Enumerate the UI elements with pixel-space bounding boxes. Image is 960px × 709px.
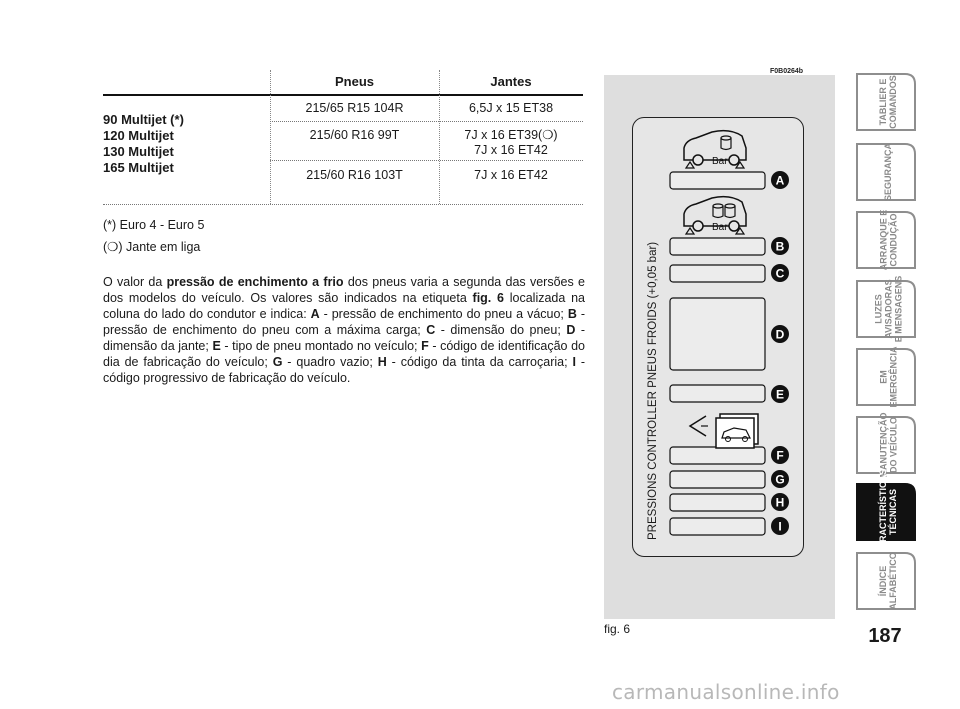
tab-label: MANUTENÇÃO DO VEÍCULO bbox=[878, 412, 898, 478]
vertical-label-text: PRESSIONS CONTROLLER PNEUS FROIDS (+0,05 bar) bbox=[647, 241, 659, 540]
model-name: 130 Multijet bbox=[103, 144, 174, 159]
marker-label: F bbox=[776, 448, 784, 463]
tab-luzes-avisadoras[interactable] bbox=[855, 275, 917, 343]
figure-code: F0B0264b bbox=[770, 68, 804, 75]
tyre-size-cell: 215/60 R16 99T bbox=[309, 128, 400, 142]
marker-label: A bbox=[775, 173, 785, 188]
model-name: 90 Multijet (*) bbox=[103, 112, 184, 127]
tab-label: EM EMERGÊNCIA bbox=[878, 346, 899, 408]
page-number: 187 bbox=[868, 625, 902, 647]
body-paragraph: O valor da pressão de enchimento a frio dos pneus varia a segunda das versões e dos modelos do veículo. Os valores são indicados na etiqueta fig. 6 localizada na coluna do lado do condutor e indica: A - pressão de enchimento do pneu a vácuo; B - pressão de enchimento do pneu com a máxima carga; C - dimensão do pneu; D - dimensão da jante; E - tipo de pneu montado no veículo; F - código de identificação do dia de fabricação do veículo; G - quadro vazio; H - código da tinta da carroçaria; I - código progressivo de fabricação do veículo. bbox=[103, 275, 586, 385]
tab-arranque-conducao[interactable] bbox=[855, 210, 917, 270]
tab-label: ÍNDICE ALFABÉTICO bbox=[878, 552, 898, 610]
label-field-box bbox=[670, 385, 765, 402]
tyre-size-cell: 215/60 R16 103T bbox=[306, 168, 403, 182]
rim-size-cell: 7J x 16 ET42 bbox=[474, 143, 548, 157]
marker-label: D bbox=[775, 327, 785, 342]
bar-label: Bar bbox=[712, 156, 728, 167]
manual-book-icon bbox=[690, 414, 758, 448]
tab-label: ARRANQUE E CONDUÇÃO bbox=[878, 209, 899, 271]
tab-tablier-comandos[interactable] bbox=[855, 72, 917, 132]
tyre-size-cell: 215/65 R15 104R bbox=[305, 101, 404, 115]
tab-seguranca[interactable] bbox=[855, 142, 917, 202]
header-pneus: Pneus bbox=[334, 74, 374, 89]
tab-label: TABLIER E COMANDOS bbox=[878, 75, 898, 129]
watermark: carmanualsonline.info bbox=[612, 680, 840, 704]
alloy-note: (❍) Jante em liga bbox=[103, 240, 201, 254]
tab-label: SEGURANÇA bbox=[883, 142, 894, 202]
bar-label: Bar bbox=[712, 222, 728, 233]
marker-label: E bbox=[775, 387, 785, 402]
label-field-box bbox=[670, 447, 765, 464]
tab-label: CARACTERÍSTICAS TÉCNICAS bbox=[878, 468, 899, 556]
marker-label: B bbox=[775, 239, 785, 254]
rim-size-cell: 7J x 16 ET42 bbox=[474, 168, 548, 182]
model-name: 165 Multijet bbox=[103, 160, 174, 175]
marker-label: C bbox=[775, 266, 785, 281]
label-field-box bbox=[670, 265, 765, 282]
tab-caracteristicas-tecnicas[interactable] bbox=[855, 468, 917, 556]
label-field-box bbox=[670, 172, 765, 189]
euro-note: (*) Euro 4 - Euro 5 bbox=[103, 218, 205, 232]
label-field-box bbox=[670, 494, 765, 511]
tab-label: LUZES AVISADORAS E MENSAGENS bbox=[873, 275, 904, 343]
header-jantes: Jantes bbox=[490, 74, 532, 89]
model-name: 120 Multijet bbox=[103, 128, 174, 143]
label-field-box bbox=[670, 471, 765, 488]
label-field-box bbox=[670, 518, 765, 535]
label-field-box bbox=[670, 298, 765, 370]
marker-label: G bbox=[775, 472, 785, 487]
label-field-box bbox=[670, 238, 765, 255]
marker-label: H bbox=[775, 495, 785, 510]
marker-label: I bbox=[778, 519, 782, 534]
figure-caption: fig. 6 bbox=[604, 622, 631, 636]
rim-size-cell: 6,5J x 15 ET38 bbox=[468, 101, 554, 115]
rim-size-cell: 7J x 16 ET39(❍) bbox=[464, 128, 558, 142]
tab-indice-alfabetico[interactable] bbox=[855, 551, 917, 611]
tab-em-emergencia[interactable] bbox=[855, 347, 917, 407]
tab-manutencao-veiculo[interactable] bbox=[855, 412, 917, 478]
